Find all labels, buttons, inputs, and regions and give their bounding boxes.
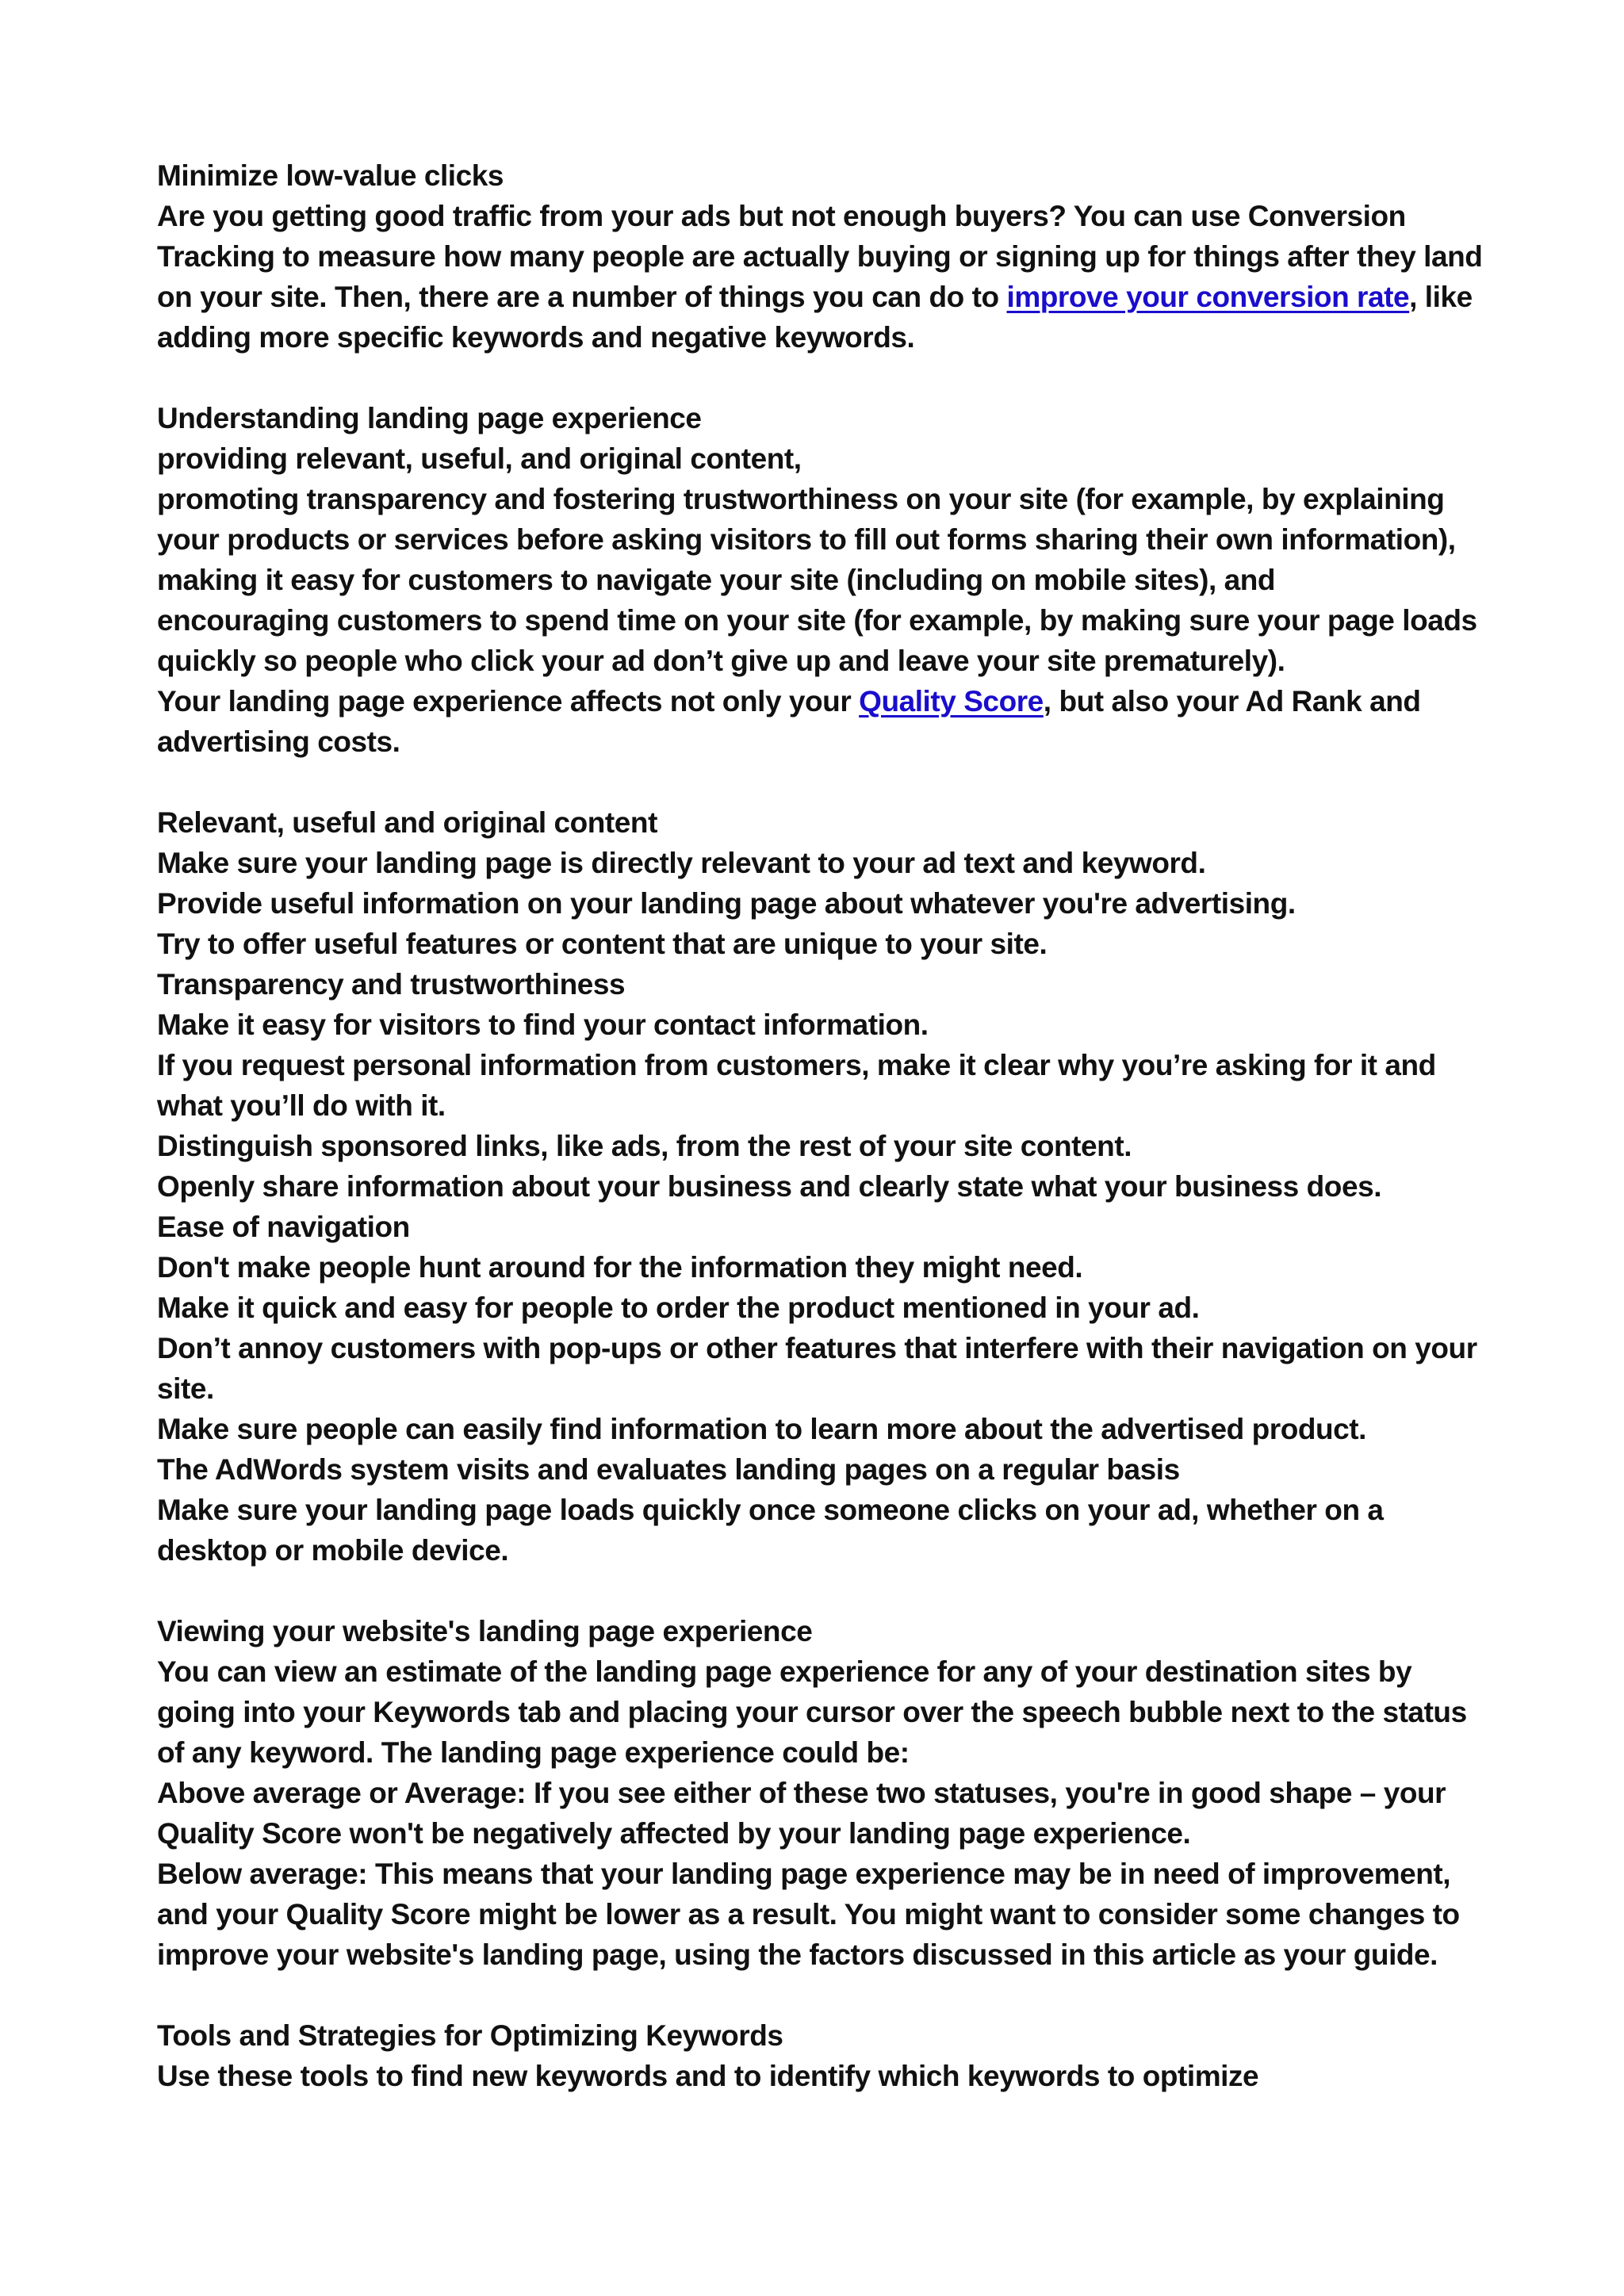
paragraph-text: , like adding more specific keywords and negative keywords.: [157, 281, 1473, 354]
section-heading: Relevant, useful and original content: [157, 806, 657, 839]
paragraph: Below average: This means that your landing page experience may be in need of improvement, and your Quality Score might be lower as a result. You might want to consider some changes to improve your website's landing page, using the factors discussed in this article as your guide.: [157, 1858, 1460, 1971]
section-heading: Understanding landing page experience: [157, 402, 702, 434]
list-item: Make it easy for visitors to find your contact information.: [157, 1008, 929, 1041]
list-item: encouraging customers to spend time on your site (for example, by making sure your page loads quickly so people who click your ad don’t give up and leave your site prematurely).: [157, 604, 1477, 677]
paragraph: You can view an estimate of the landing page experience for any of your destination sites by going into your Keywords tab and placing your cursor over the speech bubble next to the status of any keyword. The landing page experience could be:: [157, 1655, 1467, 1769]
spacer: [157, 1571, 1497, 1611]
list-item: Don't make people hunt around for the information they might need.: [157, 1251, 1083, 1284]
list-item: Make sure people can easily find information to learn more about the advertised product.: [157, 1413, 1367, 1445]
list-item: Distinguish sponsored links, like ads, from the rest of your site content.: [157, 1130, 1132, 1162]
section-tools-strategies: [157, 2015, 1497, 2096]
paragraph: [157, 681, 1497, 762]
spacer: [157, 762, 1497, 802]
section-landing-page-experience: [157, 398, 1497, 762]
section-relevant-content: [157, 802, 1497, 1571]
paragraph: Above average or Average: If you see either of these two statuses, you're in good shape – your Quality Score won't be negatively affected by your landing page experience.: [157, 1777, 1446, 1850]
section-viewing-landing-page: [157, 1611, 1497, 1975]
list-item: making it easy for customers to navigate your site (including on mobile sites), and: [157, 564, 1276, 596]
spacer: [157, 1975, 1497, 2015]
section-heading: Tools and Strategies for Optimizing Keywords: [157, 2019, 783, 2052]
improve-conversion-rate-link[interactable]: improve your conversion rate: [1006, 281, 1410, 313]
list-item: Make it quick and easy for people to order the product mentioned in your ad.: [157, 1292, 1200, 1324]
list-item: Don’t annoy customers with pop-ups or other features that interfere with their navigation on your site.: [157, 1332, 1477, 1405]
paragraph-text: Your landing page experience affects not only your: [157, 685, 860, 718]
list-item: Openly share information about your business and clearly state what your business does.: [157, 1170, 1382, 1203]
list-item: Make sure your landing page is directly relevant to your ad text and keyword.: [157, 847, 1206, 879]
paragraph: Use these tools to find new keywords and to identify which keywords to optimize: [157, 2060, 1259, 2092]
paragraph-text: Are you getting good traffic from your ads but not enough buyers? You can use Conversion Tracking to measure how many people are actually buying or signing up for things after they land on your site. Then, there are a number of things you can do to: [157, 200, 1483, 313]
section-heading: Viewing your website's landing page experience: [157, 1615, 813, 1647]
section-heading: Minimize low-value clicks: [157, 159, 504, 192]
paragraph: [157, 196, 1497, 358]
subheading: Transparency and trustworthiness: [157, 968, 626, 1001]
list-item: Provide useful information on your landing page about whatever you're advertising.: [157, 887, 1296, 920]
list-item: promoting transparency and fostering trustworthiness on your site (for example, by explaining your products or services before asking visitors to fill out forms sharing their own information),: [157, 483, 1456, 556]
list-item: Try to offer useful features or content that are unique to your site.: [157, 928, 1048, 960]
subheading: Ease of navigation: [157, 1211, 410, 1243]
section-low-value-clicks: [157, 155, 1497, 358]
list-item: providing relevant, useful, and original content,: [157, 442, 802, 475]
list-item: Make sure your landing page loads quickly once someone clicks on your ad, whether on a desktop or mobile device.: [157, 1494, 1384, 1567]
document-page: [157, 155, 1497, 2096]
quality-score-link[interactable]: Quality Score: [859, 685, 1044, 718]
spacer: [157, 358, 1497, 398]
paragraph-text: , but also your Ad Rank and advertising costs.: [157, 685, 1421, 758]
list-item: If you request personal information from customers, make it clear why you’re asking for it and what you’ll do with it.: [157, 1049, 1436, 1122]
subheading: The AdWords system visits and evaluates landing pages on a regular basis: [157, 1453, 1180, 1486]
